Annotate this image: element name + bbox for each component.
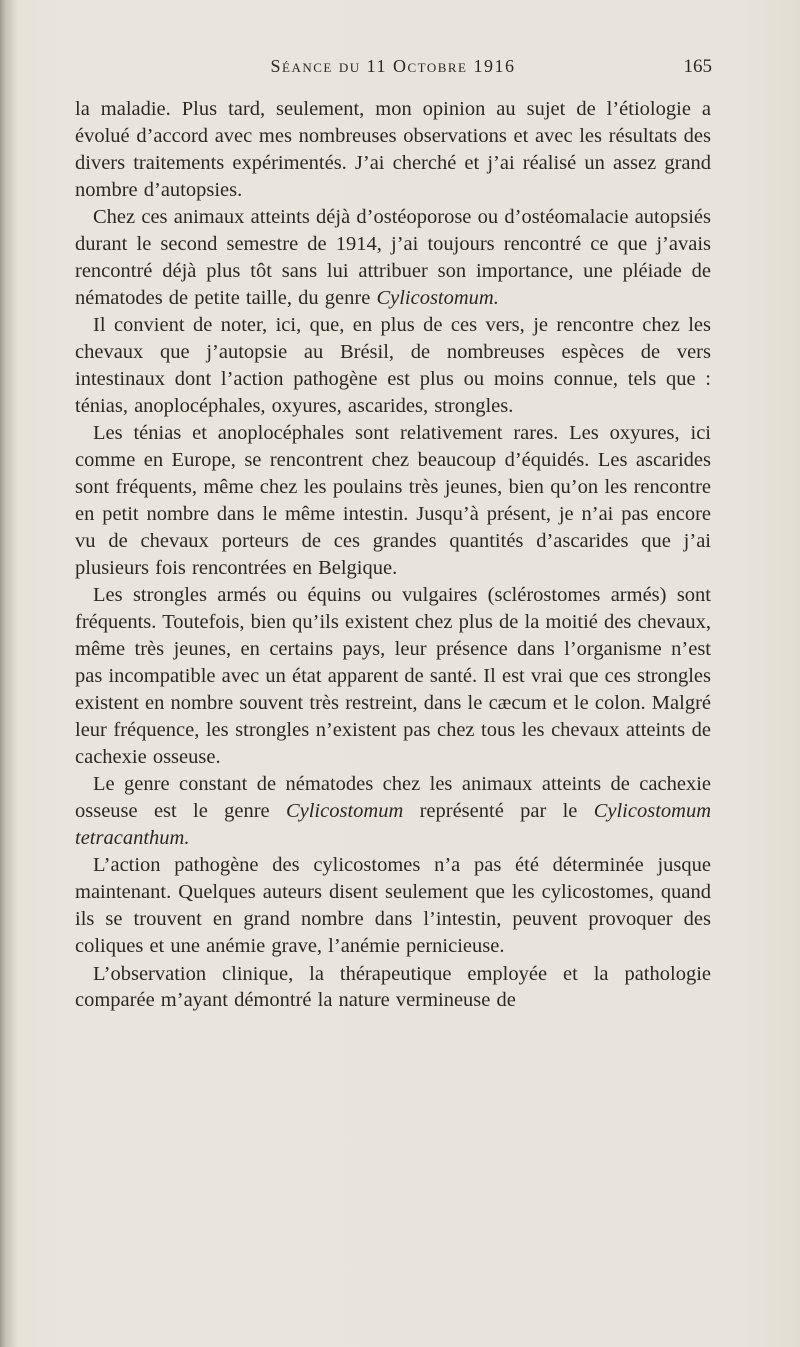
text-run: Il convient de noter, ici, que, en plus de ces vers, je rencontre chez les chevaux que j’autopsie au Brésil, de nombreuses espèces de vers intestinaux dont l’action pathogène est plus ou moins connue, tels que : ténias, anoplocéphales, oxyures, ascarides, strongles. bbox=[75, 314, 711, 417]
paragraph bbox=[75, 420, 711, 581]
text-run: la maladie. Plus tard, seulement, mon opinion au sujet de l’étiologie a évolué d’accord avec mes nombreuses observations et avec les résultats des divers traitements expérimentés. J’ai cherché et j’ai réalisé un assez grand nombre d’autopsies. bbox=[75, 98, 711, 201]
text-run: Les strongles armés ou équins ou vulgaires (sclérostomes armés) sont fréquents. Toutefois, bien qu’ils existent chez plus de la moitié des chevaux, même très jeunes, en certains pays, leur présence dans l’organisme n’est pas incompatible avec un état apparent de santé. Il est vrai que ces strongles existent en nombre souvent très restreint, dans le cæcum et le colon. Malgré leur fréquence, les strongles n’existent pas chez tous les chevaux atteints de cachexie osseuse. bbox=[75, 584, 711, 768]
paragraph bbox=[75, 961, 711, 1015]
paragraph bbox=[75, 582, 711, 770]
body-text bbox=[75, 96, 711, 1014]
page-number: 165 bbox=[683, 56, 712, 77]
text-run: représenté par le bbox=[403, 800, 594, 823]
text-run: Chez ces animaux atteints déjà d’ostéoporose ou d’ostéomalacie autopsiés durant le second semestre de 1914, j’ai toujours rencontré ce que j’avais rencontré déjà plus tôt sans lui attribuer son importance, une pléiade de nématodes de petite taille, du genre bbox=[75, 206, 711, 309]
text-run: L’action pathogène des cylicostomes n’a pas été déterminée jusque maintenant. Quelques auteurs disent seulement que les cylicostomes, quand ils se trouvent en grand nombre dans l’intestin, peuvent provoquer des coliques et une anémie grave, l’anémie pernicieuse. bbox=[75, 854, 711, 958]
text-run: Les ténias et anoplocéphales sont relativement rares. Les oxyures, ici comme en Europe, se rencontrent chez beaucoup d’équidés. Les ascarides sont fréquents, même chez les poulains très jeunes, bien qu’on les rencontre en petit nombre dans le même intestin. Jusqu’à présent, je n’ai pas encore vu de chevaux porteurs de ces grandes quantités d’ascarides que j’ai plusieurs fois rencontrées en Belgique. bbox=[75, 422, 711, 579]
italic-species-name: Cylicostomum tetracanthum. bbox=[75, 800, 711, 849]
paragraph bbox=[75, 312, 711, 420]
paragraph bbox=[75, 852, 711, 960]
running-head: Séance du 11 Octobre 1916 bbox=[270, 56, 516, 76]
italic-genus-name: Cylicostomum. bbox=[376, 286, 499, 309]
paragraph bbox=[75, 96, 711, 204]
binding-shadow bbox=[0, 0, 18, 1347]
italic-genus-name: Cylicostomum bbox=[285, 800, 404, 823]
paragraph bbox=[75, 204, 711, 312]
paragraph bbox=[75, 771, 711, 852]
text-run: L’observation clinique, la thérapeutique employée et la pathologie comparée m’ayant démontré la nature vermineuse de bbox=[75, 962, 711, 1012]
text-run: Le genre constant de nématodes chez les animaux atteints de cachexie osseuse est le genre bbox=[75, 773, 711, 823]
page-header bbox=[76, 56, 710, 86]
